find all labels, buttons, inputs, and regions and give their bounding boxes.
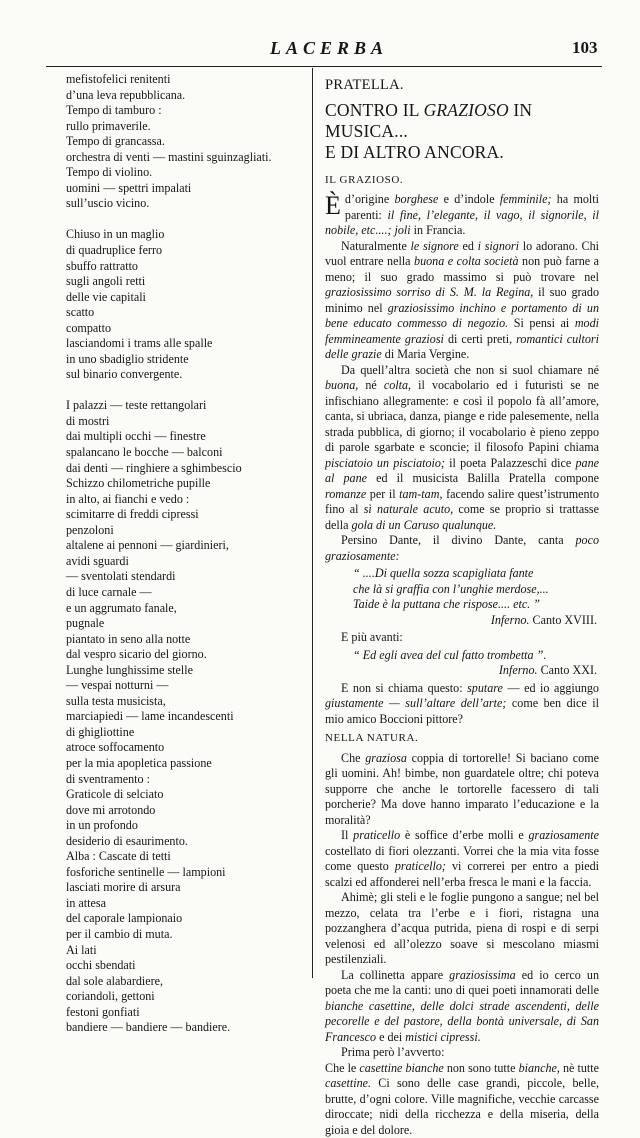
page-header xyxy=(0,38,640,68)
poem-line: dai multipli occhi — finestre xyxy=(66,429,306,445)
poem-line: sugli angoli retti xyxy=(66,274,306,290)
poem-line: sull’uscio vicino. xyxy=(66,196,306,212)
header-rule xyxy=(46,66,602,67)
poem-line: in uno sbadiglio stridente xyxy=(66,352,306,368)
poem-line: piantato in seno alla notte xyxy=(66,632,306,648)
poem-line: coriandoli, gettoni xyxy=(66,989,306,1005)
masthead: LACERBA xyxy=(270,38,388,59)
poem-line: di mostri xyxy=(66,414,306,430)
poem-line: — sventolati stendardi xyxy=(66,569,306,585)
quotation: “ ....Di quella sozza scapigliata fante che là si graffia con l’unghie merdose,... Taide è la puttana che rispose.... etc. ” Inferno. Canto XVIII. xyxy=(325,566,599,628)
poem-line: di luce carnale — xyxy=(66,585,306,601)
poem-line: scatto xyxy=(66,305,306,321)
poem-stanza xyxy=(66,398,306,1035)
poem-line: festoni gonfiati xyxy=(66,1005,306,1021)
poem-line: dal vespro sicario del giorno. xyxy=(66,647,306,663)
quotation-source: Inferno. Canto XXI. xyxy=(353,663,599,679)
poem-line: penzoloni xyxy=(66,523,306,539)
quotation: “ Ed egli avea del cul fatto trombetta ”. Inferno. Canto XXI. xyxy=(325,648,599,679)
poem-stanza xyxy=(66,227,306,382)
paragraph: Naturalmente le signore ed i signori lo adorano. Chi vuol entrare nella buona e colta società non può farne a meno; il suo grado massimo si può trovare nel graziosissimo sorriso di S. M. la Regina, il suo grado minimo nel graziosissimo inchino e portamento di un bene educato commesso di negozio. Si pensi ai modi femmineamente graziosi di certi preti, romantici cultori delle grazie di Maria Vergine. xyxy=(325,239,599,363)
poem-line: Lunghe lunghissime stelle xyxy=(66,663,306,679)
poem-line: spalancano le bocche — balconi xyxy=(66,445,306,461)
paragraph: E più avanti: xyxy=(325,630,599,646)
quotation-source: Inferno. Canto XVIII. xyxy=(353,613,599,629)
poem-line: dove mi arrotondo xyxy=(66,803,306,819)
poem-line: uomini — spettri impalati xyxy=(66,181,306,197)
poem-line: d’una leva repubblicana. xyxy=(66,88,306,104)
paragraph: Da quell’altra società che non si suol chiamare né buona, né colta, il vocabolario ed i futuristi se ne infischiano allegramente: e così il popolo fà all’amore, canta, si ubriaca, danza, piange e ride palesemente, nella strada pubblica, di giorno; il vocabolario è pieno zeppo di parole sgarbate e sconcie; il filosofo Papini chiama pisciatoio un pisciatoio; il poeta Palazzeschi dice pane al pane ed il musicista Balilla Pratella compone romanze per il tam-tam, facendo salire quest’istrumento fino al sì naturale acuto, come se proprio si trattasse della gola di un Caruso qualunque. xyxy=(325,363,599,534)
section-heading: IL GRAZIOSO. xyxy=(325,173,599,189)
poem-line: per il cambio di muta. xyxy=(66,927,306,943)
poem-line: mefistofelici renitenti xyxy=(66,72,306,88)
paragraph: Il praticello è soffice d’erbe molli e graziosamente costellato di fiori olezzanti. Vorrei che la mia vita fosse come questo praticello; vi correrei per entro a piedi scalzi ed affonderei nell’erba fresca le mani e la faccia. xyxy=(325,828,599,890)
page-number: 103 xyxy=(572,38,598,58)
paragraph: Che graziosa coppia di tortorelle! Si baciano come gli uomini. Ah! bimbe, non guardatele oltre; chi poteva supporre che anche le tortorelle facessero di tali porcherie? Ma dove hanno imparato l’educazione e la moralità? xyxy=(325,751,599,829)
poem-line: lasciandomi i trams alle spalle xyxy=(66,336,306,352)
poem-line: sul binario convergente. xyxy=(66,367,306,383)
paragraph: Che le casettine bianche non sono tutte bianche, nè tutte casettine. Ci sono delle case grandi, piccole, belle, brutte, d’ogni colore. Ville magnifiche, vecchie carcasse diroccate; nidi della ricchezza e della miseria, della gioia e del dolore. xyxy=(325,1061,599,1138)
poem-line: e un aggrumato fanale, xyxy=(66,601,306,617)
poem-line: Tempo di tamburo : xyxy=(66,103,306,119)
paragraph: Persino Dante, il divino Dante, canta poco graziosamente: xyxy=(325,533,599,564)
poem-line: dai denti — ringhiere a sghimbescio xyxy=(66,461,306,477)
poem-line: in alto, ai fianchi e vedo : xyxy=(66,492,306,508)
poem-line: Graticole di selciato xyxy=(66,787,306,803)
poem-line: rullo primaverile. xyxy=(66,119,306,135)
poem-line: Tempo di grancassa. xyxy=(66,134,306,150)
poem-line: avidi sguardi xyxy=(66,554,306,570)
article-title: CONTRO IL GRAZIOSO IN MUSICA... E DI ALTRO ANCORA. xyxy=(325,100,599,163)
poem-column xyxy=(66,72,306,1051)
poem-line: Tempo di violino. xyxy=(66,165,306,181)
poem-line: di sventramento : xyxy=(66,772,306,788)
poem-line: sbuffo rattratto xyxy=(66,259,306,275)
column-divider xyxy=(312,68,313,978)
poem-line: — vespai notturni — xyxy=(66,678,306,694)
article-author: PRATELLA. xyxy=(325,78,599,94)
poem-line: di ghigliottine xyxy=(66,725,306,741)
poem-line: in un profondo xyxy=(66,818,306,834)
paragraph: È d’origine borghese e d’indole femminile; ha molti parenti: il fine, l’elegante, il vago, il signorile, il nobile, etc....; joli in Francia. xyxy=(325,192,599,239)
paragraph: E non si chiama questo: sputare — ed io aggiungo giustamente — sull’altare dell’arte; come ben dice il mio amico Boccioni pittore? xyxy=(325,681,599,728)
poem-stanza xyxy=(66,72,306,212)
poem-line: marciapiedi — lame incandescenti xyxy=(66,709,306,725)
poem-line: occhi sbendati xyxy=(66,958,306,974)
poem-line: I palazzi — teste rettangolari xyxy=(66,398,306,414)
poem-line: lasciati morire di arsura xyxy=(66,880,306,896)
poem-line: desiderio di esaurimento. xyxy=(66,834,306,850)
poem-line: per la mia apopletica passione xyxy=(66,756,306,772)
poem-line: atroce soffocamento xyxy=(66,740,306,756)
paragraph: Ahimè; gli steli e le foglie pungono a sangue; nel bel mezzo, celata tra l’erbe e i fiori, ristagna una pozzanghera d’acqua putrida, piena di rospi e di serpi velenosi ed all’olezzo soave si mescolano miasmi pestilenziali. xyxy=(325,890,599,968)
poem-line: in attesa xyxy=(66,896,306,912)
poem-line: Schizzo chilometriche pupille xyxy=(66,476,306,492)
drop-cap: È xyxy=(325,195,341,217)
poem-line: altalene ai pennoni — giardinieri, xyxy=(66,538,306,554)
poem-line: sulla testa musicista, xyxy=(66,694,306,710)
paragraph: Prima però l’avverto: xyxy=(325,1045,599,1061)
poem-line: scimitarre di freddi cipressi xyxy=(66,507,306,523)
poem-line: dal sole alabardiere, xyxy=(66,974,306,990)
section-heading: NELLA NATURA. xyxy=(325,731,599,747)
article-column xyxy=(325,78,599,1138)
poem-line: delle vie capitali xyxy=(66,290,306,306)
poem-line: orchestra di venti — mastini sguinzagliati. xyxy=(66,150,306,166)
poem-line: pugnale xyxy=(66,616,306,632)
poem-line: Alba : Cascate di tetti xyxy=(66,849,306,865)
poem-line: del caporale lampionaio xyxy=(66,911,306,927)
paragraph: La collinetta appare graziosissima ed io cerco un poeta che me la canti: uno di quei poeti innamorati delle bianche casettine, delle dolci strade ascendenti, delle pecorelle e del pastore, della bontà universale, di San Francesco e dei mistici cipressi. xyxy=(325,968,599,1046)
poem-line: Chiuso in un maglio xyxy=(66,227,306,243)
poem-line: fosforiche sentinelle — lampioni xyxy=(66,865,306,881)
poem-line: di quadruplice ferro xyxy=(66,243,306,259)
poem-line: Ai lati xyxy=(66,943,306,959)
poem-line: compatto xyxy=(66,321,306,337)
poem-line: bandiere — bandiere — bandiere. xyxy=(66,1020,306,1036)
